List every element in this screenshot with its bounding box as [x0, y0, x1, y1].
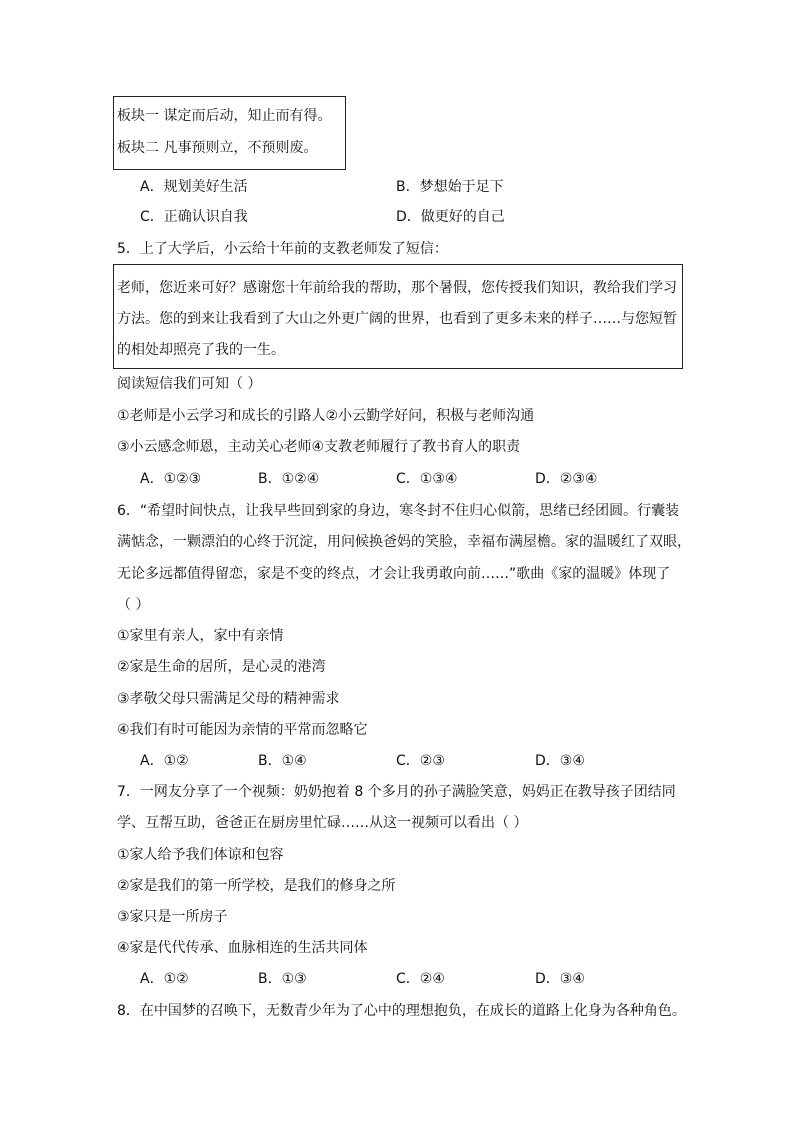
- q6-option-b[interactable]: B．①④: [258, 753, 307, 769]
- q4-option-a[interactable]: A．规划美好生活: [140, 179, 248, 195]
- q7-stem-line-1: 7．一网友分享了一个视频：奶奶抱着 8 个多月的孙子满脸笑意，妈妈正在教导孩子团结同: [117, 784, 676, 800]
- q5-option-b[interactable]: B．①②④: [258, 471, 320, 487]
- q7-statement-4: ④家是代代传承、血脉相连的生活共同体: [117, 940, 368, 956]
- q6-option-a[interactable]: A．①②: [140, 753, 189, 769]
- q6-stem-line-3: 无论多远都值得留恋，家是不变的终点，才会让我勇敢向前……”歌曲《家的温暖》体现了: [117, 566, 671, 582]
- q6-option-d[interactable]: D．③④: [535, 753, 585, 769]
- q7-statement-2: ②家是我们的第一所学校，是我们的修身之所: [117, 878, 396, 894]
- q6-stem-line-4: （ ）: [117, 597, 150, 613]
- q5-option-a[interactable]: A．①②③: [140, 471, 202, 487]
- q4-option-c[interactable]: C．正确认识自我: [140, 209, 248, 225]
- q6-option-c[interactable]: C．②③: [396, 753, 445, 769]
- q4-box-line-2: 板块二 凡事预则立，不预则废。: [117, 140, 318, 156]
- q4-box-line-1: 板块一 谋定而后动，知止而有得。: [117, 108, 332, 124]
- q5-prompt: 阅读短信我们可知（ ）: [117, 376, 262, 392]
- q7-option-a[interactable]: A．①②: [140, 971, 189, 987]
- q6-stem-line-2: 满惦念，一颗漂泊的心终于沉淀，用问候换爸妈的笑脸，幸福布满屋檐。家的温暖红了双眼，: [117, 534, 691, 550]
- q7-option-d[interactable]: D．③④: [535, 971, 585, 987]
- q4-option-b[interactable]: B．梦想始于足下: [396, 179, 504, 195]
- q6-stem-line-1: 6．“希望时间快点，让我早些回到家的身边，寒冬封不住归心似箭，思绪已经团圆。行囊装: [117, 503, 680, 519]
- q5-box-line-3: 的相处却照亮了我的一生。: [117, 342, 285, 358]
- q4-option-d[interactable]: D．做更好的自己: [396, 209, 505, 225]
- q5-stem: 5．上了大学后，小云给十年前的支教老师发了短信：: [117, 241, 448, 257]
- q5-box-line-1: 老师，您近来可好？感谢您十年前给我的帮助，那个暑假，您传授我们知识，教给我们学习: [117, 280, 677, 296]
- q5-box-line-2: 方法。您的到来让我看到了大山之外更广阔的世界，也看到了更多未来的样子……与您短暂: [117, 311, 677, 327]
- q6-statement-4: ④我们有时可能因为亲情的平常而忽略它: [117, 722, 368, 738]
- q7-option-b[interactable]: B．①③: [258, 971, 307, 987]
- q5-statements-1: ①老师是小云学习和成长的引路人②小云勤学好问，积极与老师沟通: [117, 408, 535, 424]
- q8-stem: 8．在中国梦的召唤下，无数青少年为了心中的理想抱负，在成长的道路上化身为各种角色。: [117, 1003, 686, 1019]
- q4-material-box: [113, 96, 346, 170]
- q7-option-c[interactable]: C．②④: [396, 971, 445, 987]
- q6-statement-1: ①家里有亲人，家中有亲情: [117, 628, 284, 644]
- q5-statements-2: ③小云感念师恩，主动关心老师④支教老师履行了教书育人的职责: [117, 439, 521, 455]
- q5-option-c[interactable]: C．①③④: [396, 471, 458, 487]
- q6-statement-2: ②家是生命的居所，是心灵的港湾: [117, 659, 326, 675]
- q5-option-d[interactable]: D．②③④: [535, 471, 598, 487]
- q7-stem-line-2: 学、互帮互助，爸爸正在厨房里忙碌……从这一视频可以看出（ ）: [117, 815, 528, 831]
- q5-message-box: [113, 264, 683, 369]
- q7-statement-3: ③家只是一所房子: [117, 909, 228, 925]
- q6-statement-3: ③孝敬父母只需满足父母的精神需求: [117, 691, 340, 707]
- q7-statement-1: ①家人给予我们体谅和包容: [117, 847, 284, 863]
